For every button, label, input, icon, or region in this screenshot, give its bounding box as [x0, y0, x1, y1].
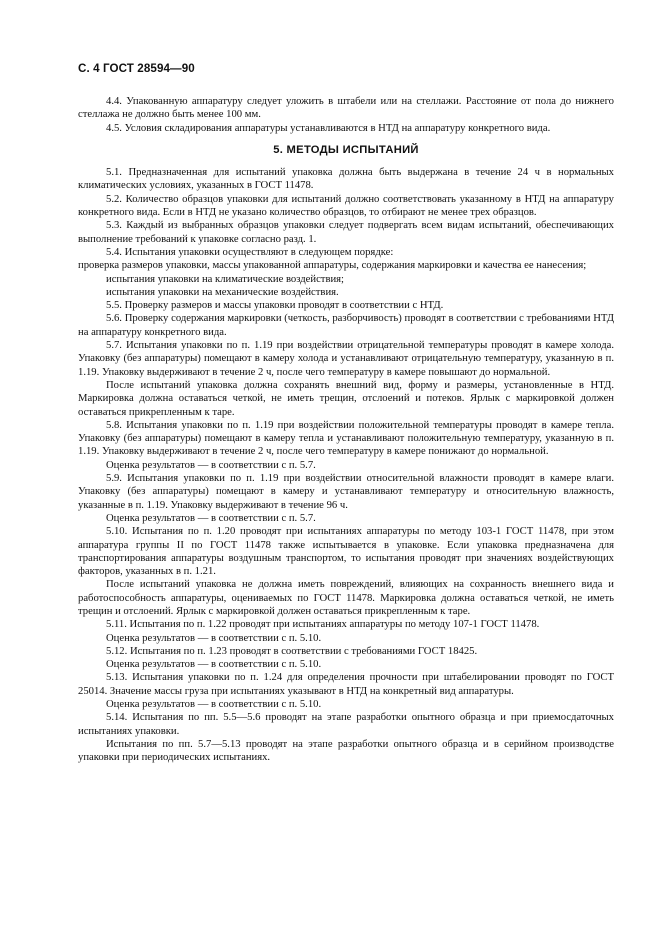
paragraph-5-4-item-c: испытания упаковки на механические воздействия.: [106, 286, 339, 298]
paragraph-5-12: 5.12. Испытания по п. 1.23 проводят в соответствии с требованиями ГОСТ 18425.: [106, 645, 478, 657]
paragraph-5-9: 5.9. Испытания упаковки по п. 1.19 при воздействии относительной влажности проводят в камере влаги. Упаковку (без аппаратуры) помещают в камеру и устанавливают температуру и относительную влажность, указанные в п. 1.19. Упаковку выдерживают в течение 96 ч.: [78, 473, 614, 511]
paragraph-5-14-continued: Испытания по пп. 5.7—5.13 проводят на этапе разработки опытного образца и в серийном производстве упаковки при периодических испытаниях.: [78, 738, 614, 764]
paragraph-5-13-evaluation: Оценка результатов — в соответствии с п. 5.10.: [106, 699, 322, 711]
paragraph-4-5: 4.5. Условия складирования аппаратуры устанавливаются в НТД на аппаратуру конкретного вида.: [106, 122, 551, 134]
paragraph-5-1: 5.1. Предназначенная для испытаний упаковка должна быть выдержана в течение 24 ч в нормальных климатических условиях, указанных в ГОСТ 11478.: [78, 167, 614, 192]
paragraph-5-4-item-b: испытания упаковки на климатические воздействия;: [106, 273, 345, 285]
paragraph-5-9-evaluation: Оценка результатов — в соответствии с п. 5.7.: [106, 512, 316, 524]
paragraph-5-11-evaluation: Оценка результатов — в соответствии с п. 5.10.: [106, 632, 322, 644]
paragraph-5-10: 5.10. Испытания по п. 1.20 проводят при испытаниях аппаратуры по методу 103-1 ГОСТ 11478, при этом аппаратура группы II по ГОСТ 11478 также испытывается в упаковке. Если упаковка предназначена для транспортирования аппаратуры воздушным транспортом, то испытания проводят при значениях воздействующих факторов, указанных в п. 1.21.: [78, 526, 614, 578]
paragraph-5-12-evaluation: Оценка результатов — в соответствии с п. 5.10.: [106, 659, 322, 671]
paragraph-5-6: 5.6. Проверку содержания маркировки (четкость, разборчивость) проводят в соответствии с требованиями НТД на аппаратуру конкретного вида.: [78, 313, 614, 338]
paragraph-5-5: 5.5. Проверку размеров и массы упаковки проводят в соответствии с НТД.: [106, 300, 444, 312]
paragraph-5-8-evaluation: Оценка результатов — в соответствии с п. 5.7.: [106, 459, 316, 471]
paragraph-4-4: 4.4. Упакованную аппаратуру следует уложить в штабели или на стеллажи. Расстояние от пола до нижнего стеллажа не должно быть менее 100 мм.: [78, 96, 614, 121]
running-header: С. 4 ГОСТ 28594—90: [78, 62, 195, 75]
paragraph-5-2: 5.2. Количество образцов упаковки для испытаний должно соответствовать указанному в НТД на аппаратуру конкретного вида. Если в НТД не указано количество образцов, то отбирают не менее трех образцов.: [78, 193, 614, 219]
paragraph-5-13: 5.13. Испытания упаковки по п. 1.24 для определения прочности при штабелировании проводят по ГОСТ 25014. Значение массы груза при испытаниях указывают в НТД на конкретный вид аппаратуры.: [78, 672, 614, 697]
paragraph-5-14: 5.14. Испытания по пп. 5.5—5.6 проводят на этапе разработки опытного образца и при приемосдаточных испытаниях упаковки.: [78, 712, 614, 737]
paragraph-5-11: 5.11. Испытания по п. 1.22 проводят при испытаниях аппаратуры по методу 107-1 ГОСТ 11478.: [106, 619, 540, 631]
paragraph-5-4-item-a: проверка размеров упаковки, массы упакованной аппаратуры, содержания маркировки и качества ее нанесения;: [78, 260, 587, 272]
paragraph-5-7: 5.7. Испытания упаковки по п. 1.19 при воздействии отрицательной температуры проводят в камере холода. Упаковку (без аппаратуры) помещают в камеру холода и устанавливают отрицательную температуру, указанную в п. 1.19. Упаковку выдерживают в течение 2 ч, после чего температуру в камере повышают до нормальной.: [78, 340, 614, 378]
paragraph-5-8: 5.8. Испытания упаковки по п. 1.19 при воздействии положительной температуры проводят в камере тепла. Упаковку (без аппаратуры) помещают в камеру тепла и устанавливают положительную температуру, указанную в п. 1.19. Упаковку выдерживают в течение 2 ч, после чего температуру в камере понижают до нормальной.: [78, 419, 614, 458]
paragraph-5-3: 5.3. Каждый из выбранных образцов упаковки следует подвергать всем видам испытаний, обеспечивающих выполнение требований к упаковке согласно разд. 1.: [78, 220, 614, 245]
paragraph-5-10-continued: После испытаний упаковка не должна иметь повреждений, влияющих на сохранность внешнего вида и работоспособность аппаратуры, оцениваемых по ГОСТ 11478. Маркировка должна оставаться четкой, не иметь трещин и отслоений. Ярлык с маркировкой должен оставаться прикрепленным к таре.: [78, 579, 614, 617]
section-heading: 5. МЕТОДЫ ИСПЫТАНИЙ: [273, 143, 419, 156]
paragraph-5-7-continued: После испытаний упаковка должна сохранять внешний вид, форму и размеры, установленные в НТД. Маркировка должна оставаться четкой, не иметь трещин, отслоений и потеков. Ярлык с маркировкой должен оставаться прикрепленным к таре.: [78, 379, 614, 418]
document-body: [78, 95, 614, 765]
paragraph-5-4: 5.4. Испытания упаковки осуществляют в следующем порядке:: [106, 246, 394, 258]
